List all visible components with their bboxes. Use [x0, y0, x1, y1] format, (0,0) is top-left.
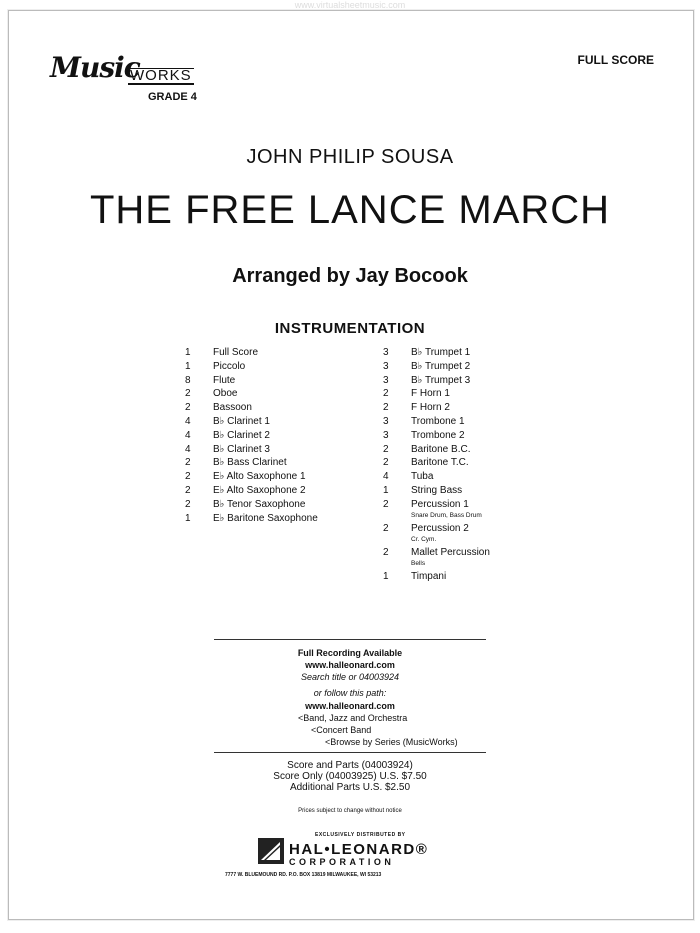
instrument-name: B♭ Clarinet 3 — [213, 443, 270, 455]
divider-bottom — [214, 752, 486, 753]
musicworks-logo — [50, 51, 210, 105]
instrument-quantity: 2 — [383, 498, 389, 510]
instrument-name: E♭ Alto Saxophone 2 — [213, 484, 306, 496]
instrument-row — [383, 401, 563, 415]
watermark-text: www.virtualsheetmusic.com — [294, 0, 406, 10]
instrument-quantity: 2 — [185, 498, 191, 510]
instrument-quantity: 4 — [383, 471, 389, 483]
instrument-note: Bells — [411, 559, 426, 567]
instrument-row — [185, 415, 365, 429]
instrument-name: Piccolo — [213, 360, 246, 372]
recording-site-2[interactable]: www.halleonard.com — [305, 701, 395, 711]
instrument-quantity: 1 — [383, 484, 389, 496]
instrument-quantity: 2 — [383, 388, 389, 400]
instrument-quantity: 4 — [185, 443, 191, 455]
instrument-row — [185, 443, 365, 457]
hal-leonard-logo — [225, 832, 445, 882]
logo-works: WORKS — [130, 67, 192, 84]
instrument-quantity: 1 — [185, 347, 191, 358]
instrument-name: Timpani — [411, 570, 447, 582]
recording-or-follow: or follow this path: — [313, 688, 387, 698]
instrument-name: Trombone 2 — [411, 429, 465, 441]
recording-search: Search title or 04003924 — [300, 672, 400, 682]
path-step-3: <Browse by Series (MusicWorks) — [325, 737, 458, 747]
instrument-name: B♭ Trumpet 2 — [411, 360, 471, 372]
instrument-row — [185, 346, 365, 360]
instrument-quantity: 2 — [185, 457, 191, 469]
instrument-note: Cr. Cym. — [411, 535, 437, 543]
instrument-list-right — [383, 346, 563, 584]
path-step-1: <Band, Jazz and Orchestra — [298, 713, 408, 723]
instrument-name: Percussion 1 — [411, 498, 469, 510]
instrument-quantity: 2 — [185, 402, 191, 414]
price-additional-parts: Additional Parts U.S. $2.50 — [289, 782, 411, 793]
instrument-quantity: 1 — [185, 512, 191, 524]
instrument-row — [185, 470, 365, 484]
instrument-list-left — [185, 346, 365, 525]
instrument-row — [185, 401, 365, 415]
instrument-quantity: 2 — [185, 471, 191, 483]
logo-script: Music — [50, 51, 140, 84]
grade-label: GRADE 4 — [148, 91, 197, 103]
arranger-credit: Arranged by Jay Bocook — [232, 265, 468, 287]
instrument-name: E♭ Baritone Saxophone — [213, 512, 318, 524]
instrument-quantity: 2 — [383, 546, 389, 558]
instrument-name: Trombone 1 — [411, 415, 465, 427]
instrument-quantity: 3 — [383, 360, 389, 372]
hal-leonard-emblem-icon — [258, 838, 284, 864]
instrumentation-heading: INSTRUMENTATION — [274, 320, 426, 337]
price-score-only: Score Only (04003925) U.S. $7.50 — [273, 771, 427, 782]
instrument-row — [383, 346, 563, 360]
instrument-note: Snare Drum, Bass Drum — [411, 511, 482, 519]
instrument-quantity: 4 — [185, 429, 191, 441]
instrument-name: B♭ Clarinet 2 — [213, 429, 270, 441]
instrument-row — [185, 484, 365, 498]
instrument-name: Full Score — [213, 347, 259, 358]
instrument-row — [383, 498, 563, 522]
instrument-quantity: 8 — [185, 374, 191, 386]
instrument-row — [383, 570, 563, 584]
instrument-quantity: 3 — [383, 415, 389, 427]
instrument-quantity: 2 — [185, 484, 191, 496]
instrument-name: Flute — [213, 374, 236, 386]
instrument-row — [383, 443, 563, 457]
instrument-quantity: 2 — [383, 443, 389, 455]
instrument-row — [383, 546, 563, 570]
instrument-row — [383, 456, 563, 470]
instrument-row — [185, 387, 365, 401]
instrument-row — [185, 360, 365, 374]
instrument-row — [383, 470, 563, 484]
publisher-address: 7777 W. BLUEMOUND RD. P.O. BOX 13819 MILWAUKEE, WI 53213 — [225, 872, 382, 878]
instrument-row — [185, 429, 365, 443]
instrument-name: F Horn 1 — [411, 388, 450, 400]
instrument-quantity: 3 — [383, 347, 389, 358]
price-score-and-parts: Score and Parts (04003924) — [287, 760, 413, 771]
instrument-name: E♭ Alto Saxophone 1 — [213, 471, 306, 483]
composer-name: JOHN PHILIP SOUSA — [246, 146, 454, 168]
instrument-name: Mallet Percussion — [411, 546, 490, 558]
full-score-label: FULL SCORE — [577, 53, 654, 67]
instrument-row — [383, 484, 563, 498]
divider-top — [214, 639, 486, 640]
instrument-row — [383, 387, 563, 401]
instrument-quantity: 3 — [383, 429, 389, 441]
instrument-name: B♭ Bass Clarinet — [213, 457, 287, 469]
instrument-name: Baritone T.C. — [411, 457, 469, 469]
instrument-name: Tuba — [411, 471, 434, 483]
instrument-quantity: 2 — [185, 388, 191, 400]
instrument-quantity: 2 — [383, 402, 389, 414]
instrument-quantity: 4 — [185, 415, 191, 427]
instrument-name: B♭ Clarinet 1 — [213, 415, 270, 427]
instrument-quantity: 3 — [383, 374, 389, 386]
instrument-row — [383, 429, 563, 443]
path-step-2: <Concert Band — [311, 725, 372, 735]
instrument-name: B♭ Trumpet 1 — [411, 347, 471, 358]
instrument-name: Bassoon — [213, 402, 252, 414]
instrument-quantity: 2 — [383, 457, 389, 469]
instrument-name: Percussion 2 — [411, 522, 469, 534]
instrument-name: Baritone B.C. — [411, 443, 471, 455]
instrument-name: String Bass — [411, 484, 463, 496]
instrument-name: Oboe — [213, 388, 238, 400]
instrument-row — [383, 360, 563, 374]
instrument-name: B♭ Tenor Saxophone — [213, 498, 306, 510]
recording-site[interactable]: www.halleonard.com — [305, 660, 395, 670]
instrument-quantity: 2 — [383, 522, 389, 534]
instrument-quantity: 1 — [185, 360, 191, 372]
instrument-row — [383, 522, 563, 546]
instrument-row — [185, 512, 365, 526]
instrument-row — [185, 498, 365, 512]
price-notice: Prices subject to change without notice — [298, 808, 402, 814]
publisher-corporation: CORPORATION — [289, 857, 395, 867]
instrument-name: F Horn 2 — [411, 402, 450, 414]
publisher-name: HAL•LEONARD® — [289, 841, 429, 858]
instrument-row — [383, 374, 563, 388]
instrument-quantity: 1 — [383, 570, 389, 582]
instrument-name: B♭ Trumpet 3 — [411, 374, 471, 386]
distributed-by-label: EXCLUSIVELY DISTRIBUTED BY — [315, 832, 406, 838]
instrument-row — [383, 415, 563, 429]
instrument-row — [185, 456, 365, 470]
instrument-row — [185, 374, 365, 388]
recording-heading: Full Recording Available — [297, 648, 403, 658]
piece-title: THE FREE LANCE MARCH — [89, 188, 611, 232]
